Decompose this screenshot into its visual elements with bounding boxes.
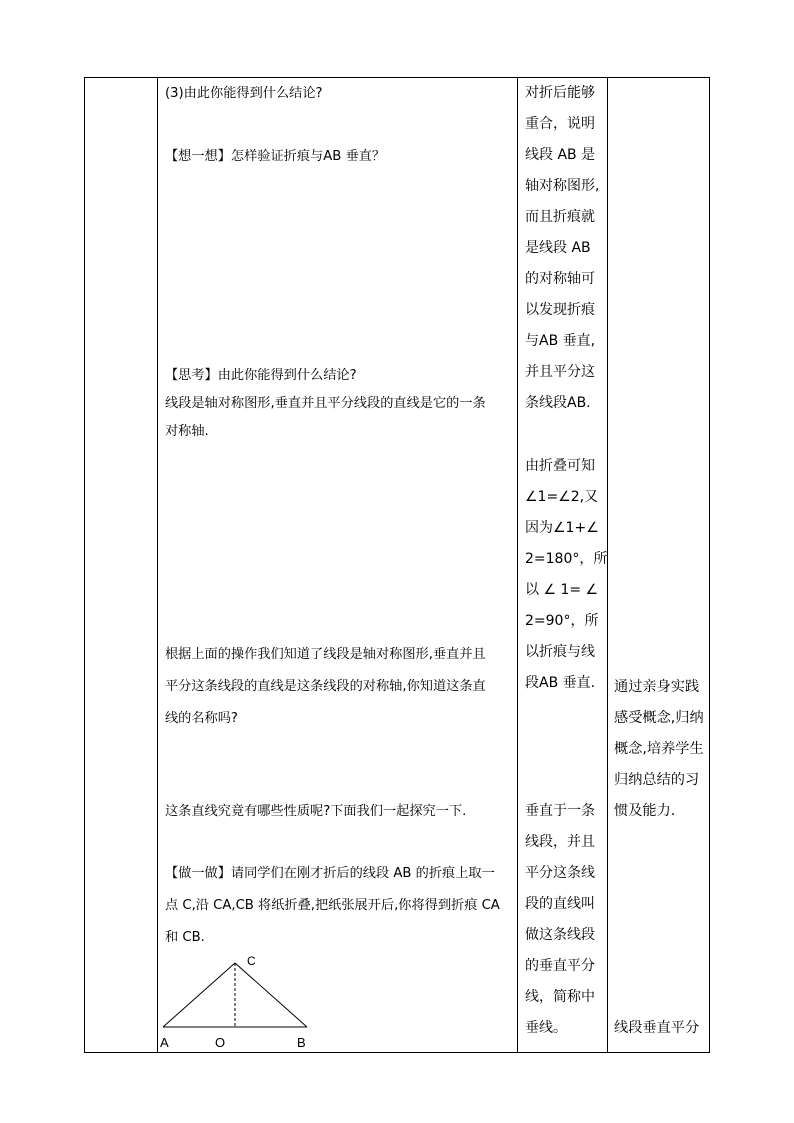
conclusion-line: 线段是轴对称图形,垂直并且平分线段的直线是它的一条: [165, 396, 486, 411]
answer-line: 条线段AB.: [525, 395, 591, 411]
paragraph-line: 平分这条线段的直线是这条线段的对称轴,你知道这条直: [165, 679, 486, 694]
think-heading: 【想一想】怎样验证折痕与AB 垂直？: [165, 149, 386, 164]
answer-line: 做这条线段: [525, 927, 595, 943]
segment-cb: [235, 963, 307, 1027]
answer-line: 轴对称图形,: [525, 178, 600, 194]
intent-line: 归纳总结的习: [614, 772, 700, 788]
answer-line: 并且平分这: [525, 364, 595, 380]
conclusion-line: 对称轴.: [165, 424, 209, 439]
doit-line: 点 C,沿 CA,CB 将纸折叠,把纸张展开后,你将得到折痕 CA: [165, 898, 500, 913]
answer-line: 对折后能够: [525, 85, 595, 101]
answer-line: 线，简称中: [525, 989, 595, 1005]
triangle-figure: [157, 948, 327, 1054]
answer-line: 以折痕与线: [525, 644, 595, 660]
intent-line: 概念,培养学生: [614, 741, 704, 757]
answer-line: 的对称轴可: [525, 271, 595, 287]
label-b: B: [297, 1035, 306, 1050]
label-c: C: [247, 954, 256, 968]
reflect-heading: 【思考】由此你能得到什么结论?: [165, 368, 357, 383]
intent-line: 线段垂直平分: [614, 1020, 700, 1036]
label-a: A: [160, 1035, 169, 1050]
label-o: O: [215, 1035, 226, 1050]
answer-line: 是线段 AB: [525, 240, 591, 256]
answer-line: 2=180°，所: [525, 551, 608, 567]
doit-line: 【做一做】请同学们在刚才折后的线段 AB 的折痕上取一: [165, 866, 495, 881]
doit-line: 和 CB.: [165, 930, 205, 945]
answer-line: 线段 AB 是: [525, 147, 596, 163]
answer-line: 而且折痕就: [525, 209, 595, 225]
answer-line: 由折叠可知: [525, 458, 595, 474]
answer-line: 2=90°，所: [525, 613, 599, 629]
student-activity-cell: [517, 78, 607, 1052]
question-3: (3)由此你能得到什么结论?: [165, 86, 323, 101]
paragraph-line: 线的名称吗?: [165, 711, 238, 726]
answer-line: 以 ∠ 1= ∠: [525, 582, 599, 598]
answer-line: 平分这条线: [525, 865, 595, 881]
answer-line: 以发现折痕: [525, 302, 595, 318]
paragraph-line: 根据上面的操作我们知道了线段是轴对称图形,垂直并且: [165, 647, 486, 662]
answer-line: ∠1=∠2,又: [525, 489, 599, 505]
lesson-table: [84, 77, 710, 1053]
intent-line: 感受概念,归纳: [614, 710, 704, 726]
answer-line: 与AB 垂直,: [525, 333, 596, 349]
answer-line: 垂线。: [525, 1020, 567, 1036]
answer-line: 垂直于一条: [525, 803, 595, 819]
teaching-content-cell: [157, 78, 517, 1052]
answer-line: 段的直线叫: [525, 896, 595, 912]
answer-line: 因为∠1+∠: [525, 520, 599, 536]
answer-line: 线段，并且: [525, 834, 595, 850]
intent-line: 通过亲身实践: [614, 679, 700, 695]
answer-line: 段AB 垂直.: [525, 675, 596, 691]
design-intent-cell: [607, 78, 711, 1052]
answer-line: 重合，说明: [525, 116, 595, 132]
answer-line: 的垂直平分: [525, 958, 595, 974]
intent-line: 惯及能力.: [614, 803, 676, 819]
explore-line: 这条直线究竟有哪些性质呢?下面我们一起探究一下.: [165, 804, 467, 819]
segment-ca: [163, 963, 235, 1027]
